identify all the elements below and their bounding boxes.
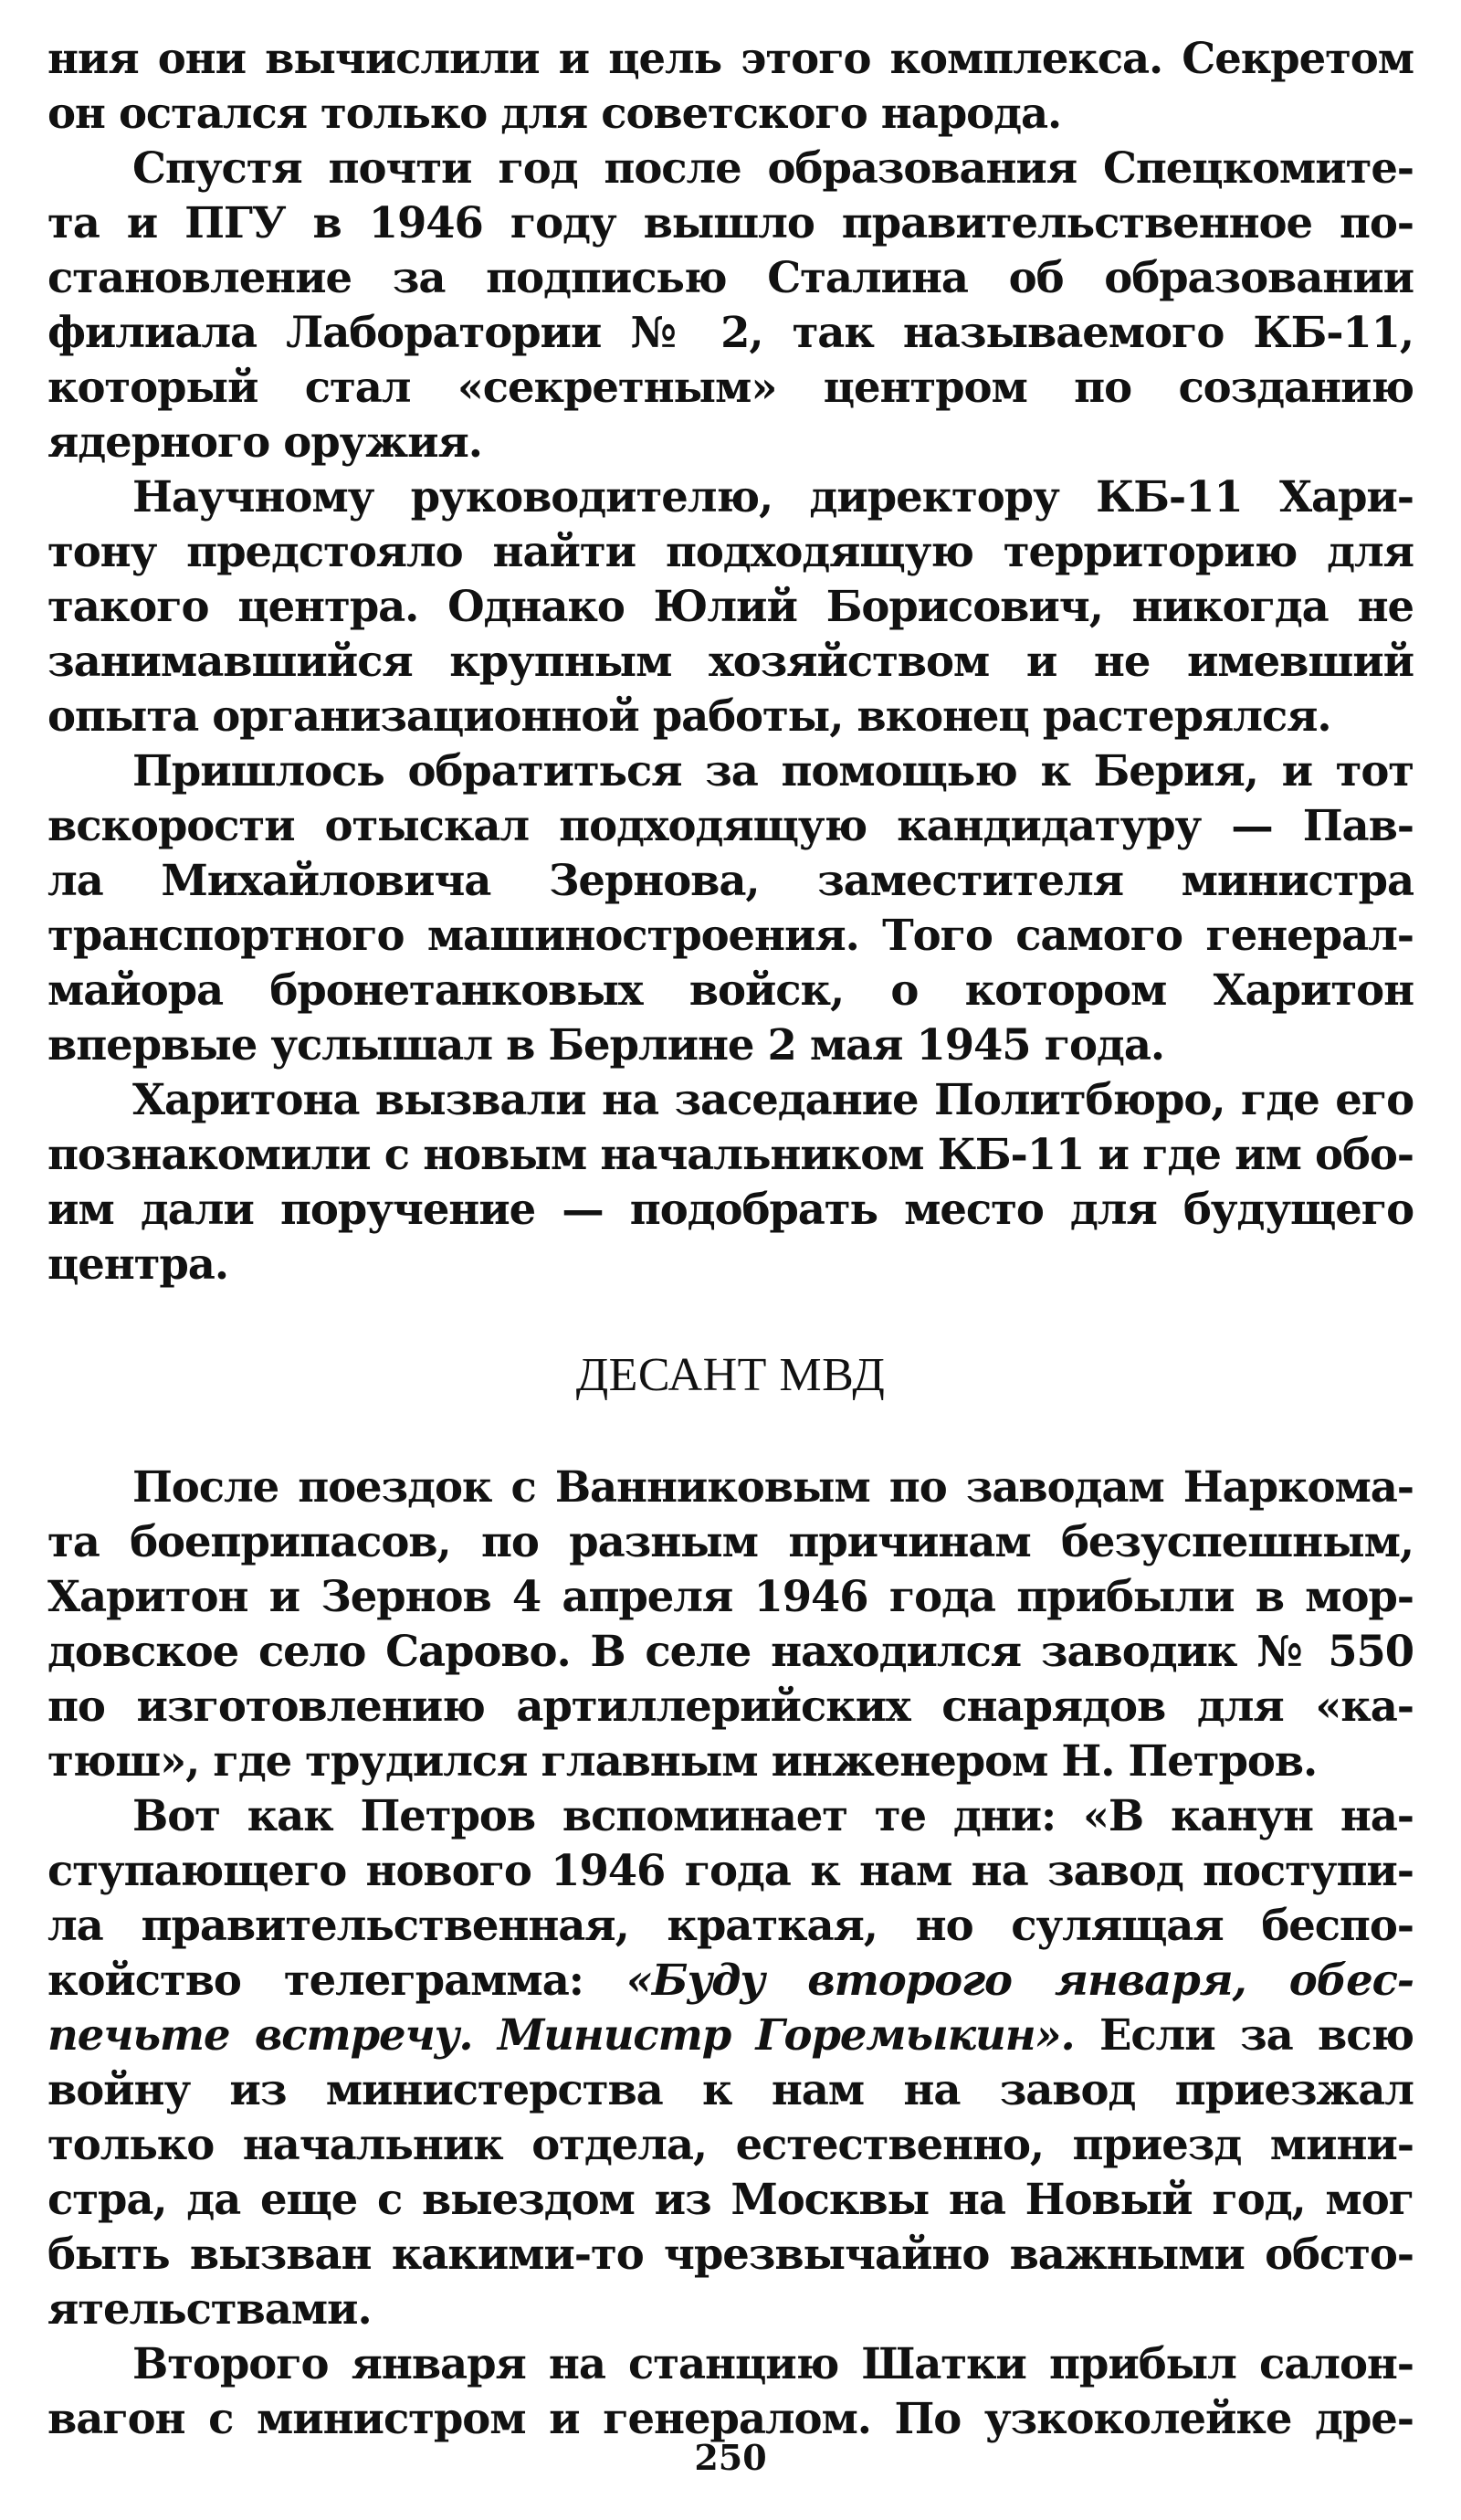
text-line-mixed (47, 1953, 1414, 2008)
paragraph (47, 2336, 1414, 2446)
text-line: ла правительственная, краткая, но сулящая беспо- (47, 1900, 1414, 1950)
text-line: Второго января на станцию Шатки прибыл салон- (132, 2338, 1414, 2388)
text-line: ния они вычислили и цель этого комплекса. Секретом (47, 33, 1414, 83)
text-line: который стал «секретным» центром по созданию (47, 362, 1414, 412)
text-line: Научному руководителю, директору КБ-11 Хари- (132, 471, 1414, 522)
text-line: стра, да еще с выездом из Москвы на Новый год, мог (47, 2174, 1414, 2224)
text-line: транспортного машиностроения. Того самого генерал- (47, 910, 1414, 960)
text-line: Пришлось обратиться за помощью к Берия, и тот (132, 745, 1414, 796)
text-line: им дали поручение — подобрать место для будущего (47, 1184, 1414, 1234)
section-heading: ДЕСАНТ МВД (575, 1349, 886, 1401)
text-line: майора бронетанковых войск, о котором Харитон (47, 965, 1414, 1015)
text-line: ятельствами. (47, 2283, 372, 2334)
plain-text: Если за всю (1074, 2009, 1414, 2060)
text-line: опыта организационной работы, вконец растерялся. (47, 691, 1331, 741)
italic-quote: «Буду второго января, обес- (625, 1955, 1414, 2005)
text-line: только начальник отдела, естественно, приезд мини- (47, 2119, 1414, 2169)
text-line-mixed (47, 2008, 1414, 2062)
text-line: познакомили с новым начальником КБ-11 и где им обо- (47, 1129, 1414, 1179)
text-line: Харитон и Зернов 4 апреля 1946 года прибыли в мор- (47, 1571, 1414, 1621)
paragraph (47, 31, 1414, 141)
text-line: становление за подписью Сталина об образовании (47, 252, 1414, 302)
text-line: центра. (47, 1239, 228, 1289)
paragraph (47, 1460, 1414, 1788)
text-line: занимавшийся крупным хозяйством и не имевший (47, 636, 1414, 686)
text-line: такого центра. Однако Юлий Борисович, никогда не (47, 581, 1414, 631)
plain-text: койство телеграмма: (47, 1955, 626, 2005)
paragraph (47, 1072, 1414, 1292)
paragraph (47, 1788, 1414, 2336)
paragraph (47, 469, 1414, 743)
text-line: тону предстояло найти подходящую территорию для (47, 526, 1414, 576)
text-line: по изготовлению артиллерийских снарядов для «ка- (47, 1681, 1414, 1731)
text-line: вагон с министром и генералом. По узкоколейке дре- (47, 2393, 1414, 2443)
text-line: После поездок с Ванниковым по заводам Наркома- (132, 1461, 1414, 1512)
paragraph (47, 141, 1414, 469)
text-line: Спустя почти год после образования Спецкомите- (132, 142, 1414, 193)
text-line: Харитона вызвали на заседание Политбюро, где его (132, 1074, 1414, 1124)
paragraph (47, 743, 1414, 1072)
text-line: войну из министерства к нам на завод приезжал (47, 2064, 1414, 2114)
text-line: довское село Сарово. В селе находился заводик № 550 (47, 1626, 1414, 1676)
text-line: ла Михайловича Зернова, заместителя министра (47, 855, 1414, 905)
text-line: филиала Лаборатории № 2, так называемого КБ-11, (47, 307, 1414, 357)
text-line: ступающего нового 1946 года к нам на завод поступи- (47, 1845, 1414, 1895)
text-line: тюш», где трудился главным инженером Н. Петров. (47, 1735, 1318, 1786)
text-line: вскорости отыскал подходящую кандидатуру — Пав- (47, 800, 1414, 850)
text-line: ядерного оружия. (47, 416, 482, 467)
text-line: Вот как Петров вспоминает те дни: «В канун на- (132, 1790, 1414, 1840)
text-line: та боеприпасов, по разным причинам безуспешным, (47, 1516, 1414, 1566)
text-line: быть вызван какими-то чрезвычайно важными обсто- (47, 2229, 1414, 2279)
italic-quote: печьте встречу. Министр Горемыкин». (47, 2009, 1075, 2060)
book-page-text (47, 31, 1414, 2446)
page-number: 250 (694, 2437, 767, 2478)
text-line: он остался только для советского народа. (47, 88, 1062, 138)
text-line: впервые услышал в Берлине 2 мая 1945 года. (47, 1019, 1164, 1070)
text-line: та и ПГУ в 1946 году вышло правительственное по- (47, 197, 1414, 248)
